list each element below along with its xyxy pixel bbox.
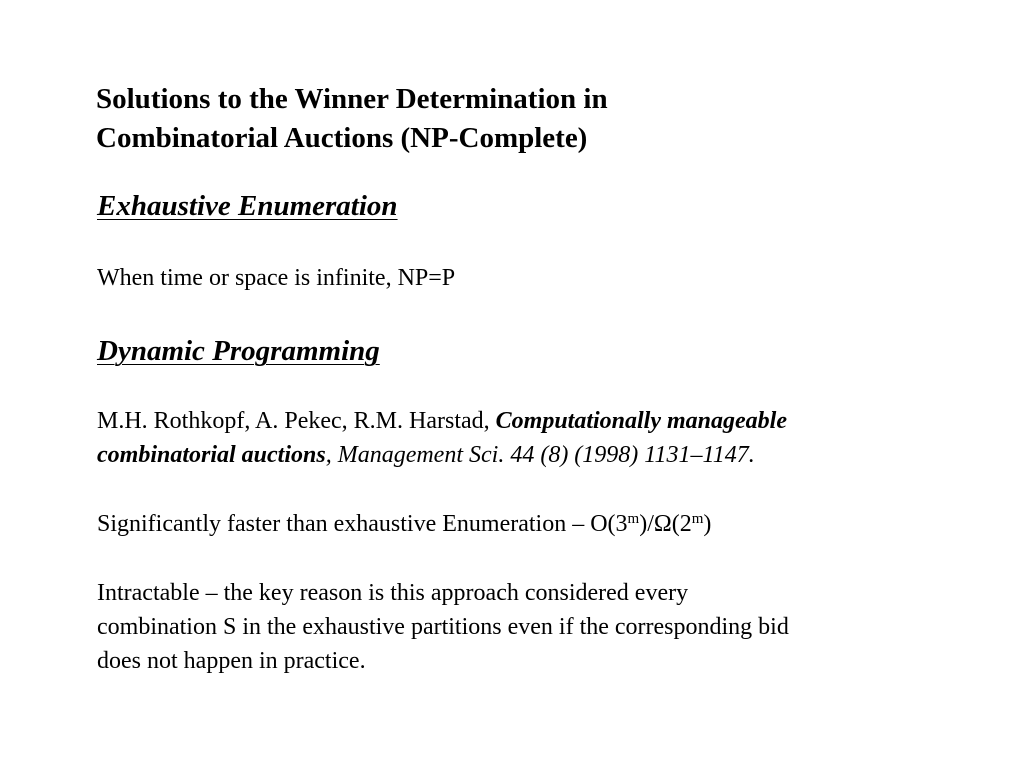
title-line-2: Combinatorial Auctions (NP-Complete) — [96, 122, 588, 154]
intractable-paragraph — [97, 576, 937, 678]
citation-title-part-1: Computationally manageable — [495, 408, 787, 434]
complexity-exponent-2: m — [691, 511, 704, 527]
heading-dynamic-programming: Dynamic Programming — [97, 335, 380, 367]
complexity-middle: )/Ω(2 — [639, 511, 692, 537]
complexity-exponent-1: m — [627, 511, 640, 527]
citation-title-part-2: combinatorial auctions — [97, 442, 326, 468]
intractable-line-1: Intractable – the key reason is this approach considered every — [97, 580, 689, 606]
complexity-prefix: Significantly faster than exhaustive Enumeration – O(3 — [97, 511, 628, 537]
slide-title — [96, 80, 856, 158]
citation-authors: M.H. Rothkopf, A. Pekec, R.M. Harstad, — [97, 408, 496, 434]
complexity-text — [97, 507, 937, 541]
title-line-1: Solutions to the Winner Determination in — [96, 83, 608, 115]
intractable-line-3: does not happen in practice. — [97, 648, 366, 674]
intractable-line-2: combination S in the exhaustive partitions even if the corresponding bid — [97, 614, 789, 640]
citation-journal: , Management Sci. 44 (8) (1998) 1131–1147. — [325, 442, 755, 468]
heading-exhaustive-enumeration: Exhaustive Enumeration — [97, 190, 398, 222]
complexity-suffix: ) — [703, 511, 712, 537]
citation-paragraph — [97, 404, 937, 472]
exhaustive-enumeration-text: When time or space is infinite, NP=P — [97, 265, 456, 291]
